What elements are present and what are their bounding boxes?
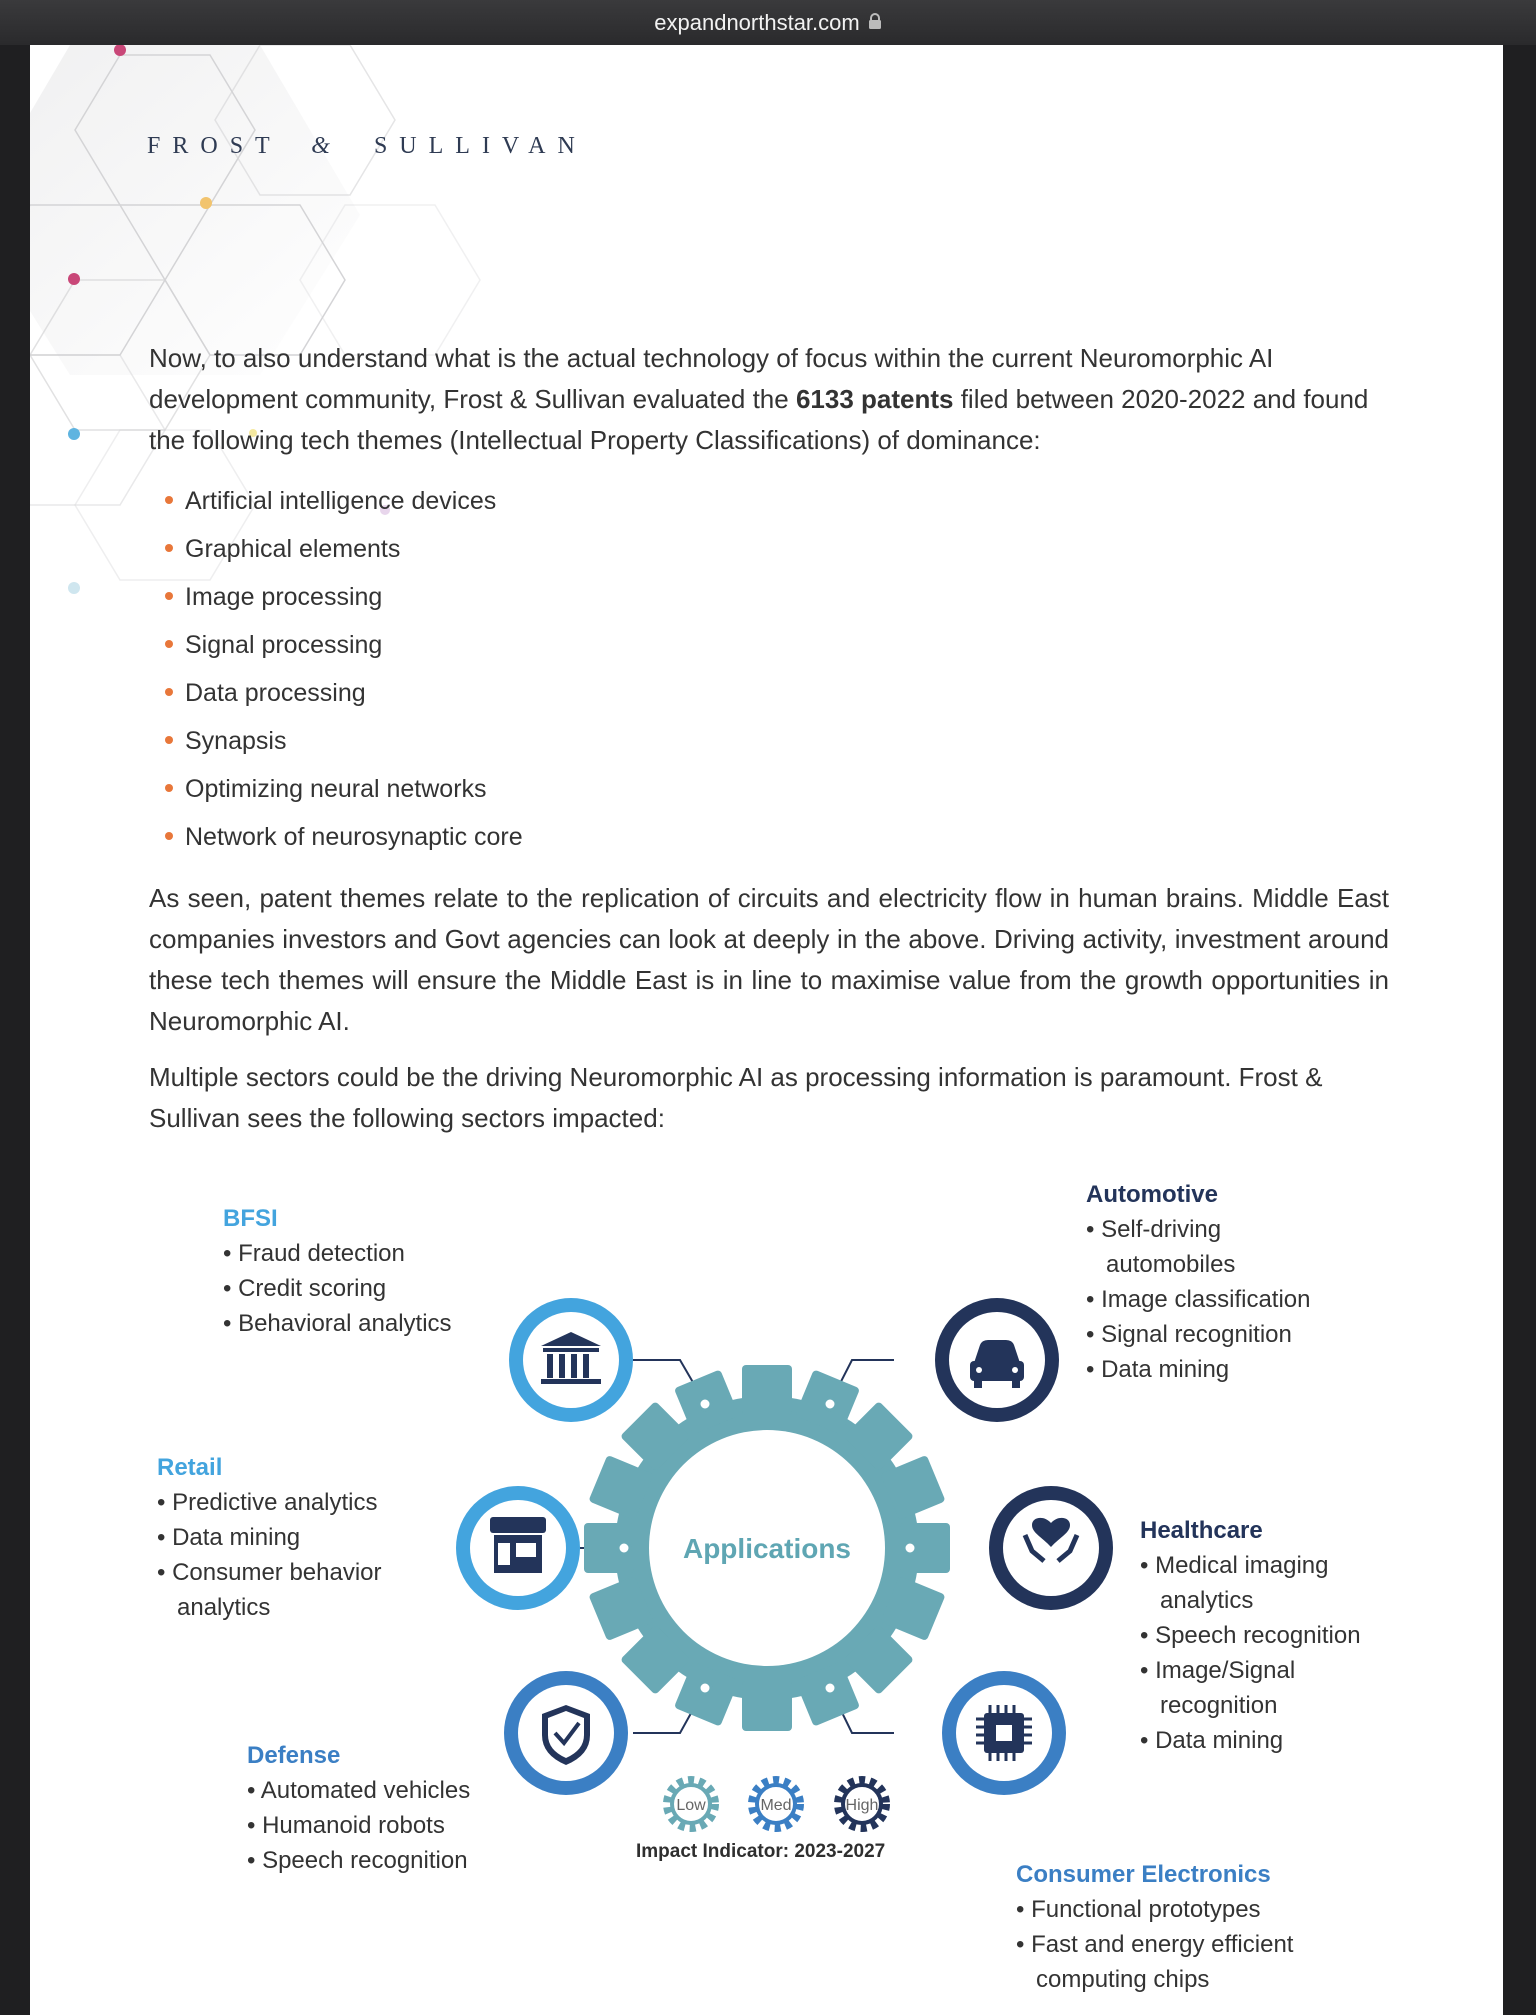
sector-retail (157, 1450, 412, 1625)
url-text[interactable]: expandnorthstar.com (654, 9, 860, 35)
list-item: • Fast and energy efficient computing chips (1016, 1927, 1336, 1997)
list-item: • Automated vehicles (247, 1773, 470, 1808)
list-item: • Speech recognition (1140, 1618, 1395, 1653)
sector-title: BFSI (223, 1205, 278, 1232)
shield-icon (504, 1671, 628, 1795)
sector-defense (247, 1738, 470, 1878)
list-item: • Predictive analytics (157, 1485, 412, 1520)
list-item: • Data mining (157, 1520, 412, 1555)
theme-label: Network of neurosynaptic core (185, 823, 523, 851)
theme-label: Synapsis (185, 727, 287, 755)
bank-icon (509, 1298, 633, 1422)
logo-ampersand: & (311, 133, 330, 159)
sectors-intro-paragraph: Multiple sectors could be the driving Neuromorphic AI as processing information is paramount. Frost & Sullivan sees the following sectors impacted: (149, 1062, 1323, 1133)
center-label: Applications (682, 1533, 852, 1564)
sector-title: Automotive (1086, 1181, 1218, 1208)
patents-count-bold: 6133 patents (795, 384, 954, 414)
sector-title: Healthcare (1140, 1517, 1263, 1544)
sector-title: Consumer Electronics (1016, 1861, 1271, 1888)
document-page (30, 45, 1503, 2015)
sector-title: Retail (157, 1454, 223, 1481)
theme-label: Optimizing neural networks (185, 775, 487, 803)
list-item: • Data mining (1086, 1352, 1341, 1387)
list-item: • Consumer behavior analytics (157, 1555, 412, 1625)
list-item: • Medical imaging analytics (1140, 1548, 1395, 1618)
list-item: • Fraud detection (223, 1236, 452, 1271)
sector-consumer-electronics (1016, 1857, 1336, 1997)
theme-label: Signal processing (185, 631, 383, 659)
list-item: • Speech recognition (247, 1843, 470, 1878)
list-item: • Functional prototypes (1016, 1892, 1336, 1927)
list-item: • Image classification (1086, 1282, 1341, 1317)
list-item: • Data mining (1140, 1723, 1395, 1758)
address-bar[interactable] (0, 0, 1536, 45)
intro-text-end: filed between 2020-2022 and found the following tech themes (Intellectual Property Classifications) of dominance: (149, 384, 1369, 455)
car-icon (935, 1298, 1059, 1422)
intro-text-start: Now, to also understand what is the actual technology of focus within the current Neuromorphic AI development community, Frost & Sullivan evaluated the (149, 343, 1274, 414)
logo-word-sullivan: SULLIVAN (373, 133, 587, 159)
sector-healthcare (1140, 1513, 1395, 1758)
list-item: • Signal recognition (1086, 1317, 1341, 1352)
legend-low-label: Low (676, 1797, 706, 1814)
lock-icon (868, 10, 882, 36)
sector-title: Defense (247, 1742, 341, 1769)
chip-icon (942, 1671, 1066, 1795)
list-item: • Image/Signal recognition (1140, 1653, 1395, 1723)
list-item: • Behavioral analytics (223, 1306, 452, 1341)
legend-high-label: High (845, 1797, 879, 1814)
logo-word-frost: FROST (147, 133, 282, 159)
theme-label: Graphical elements (185, 535, 401, 563)
care-heart-icon (989, 1486, 1113, 1610)
impact-indicator-caption: Impact Indicator: 2023-2027 (636, 1841, 886, 1862)
list-item: • Humanoid robots (247, 1808, 470, 1843)
legend-med-label: Med (760, 1797, 792, 1814)
list-item: • Credit scoring (223, 1271, 452, 1306)
list-item: • Self-driving automobiles (1086, 1212, 1341, 1282)
store-icon (456, 1486, 580, 1610)
theme-label: Image processing (185, 583, 383, 611)
theme-label: Data processing (185, 679, 366, 707)
theme-label: Artificial intelligence devices (185, 487, 497, 515)
sector-automotive (1086, 1177, 1341, 1387)
patent-themes-paragraph: As seen, patent themes relate to the replication of circuits and electricity flow in human brains. Middle East companies investors and Govt agencies can look at deeply in the above. Driving activity, investment around these tech themes will ensure the Middle East is in line to maximise value from the growth opportunities in Neuromorphic AI. (149, 883, 1389, 1036)
sector-bfsi (223, 1201, 452, 1341)
